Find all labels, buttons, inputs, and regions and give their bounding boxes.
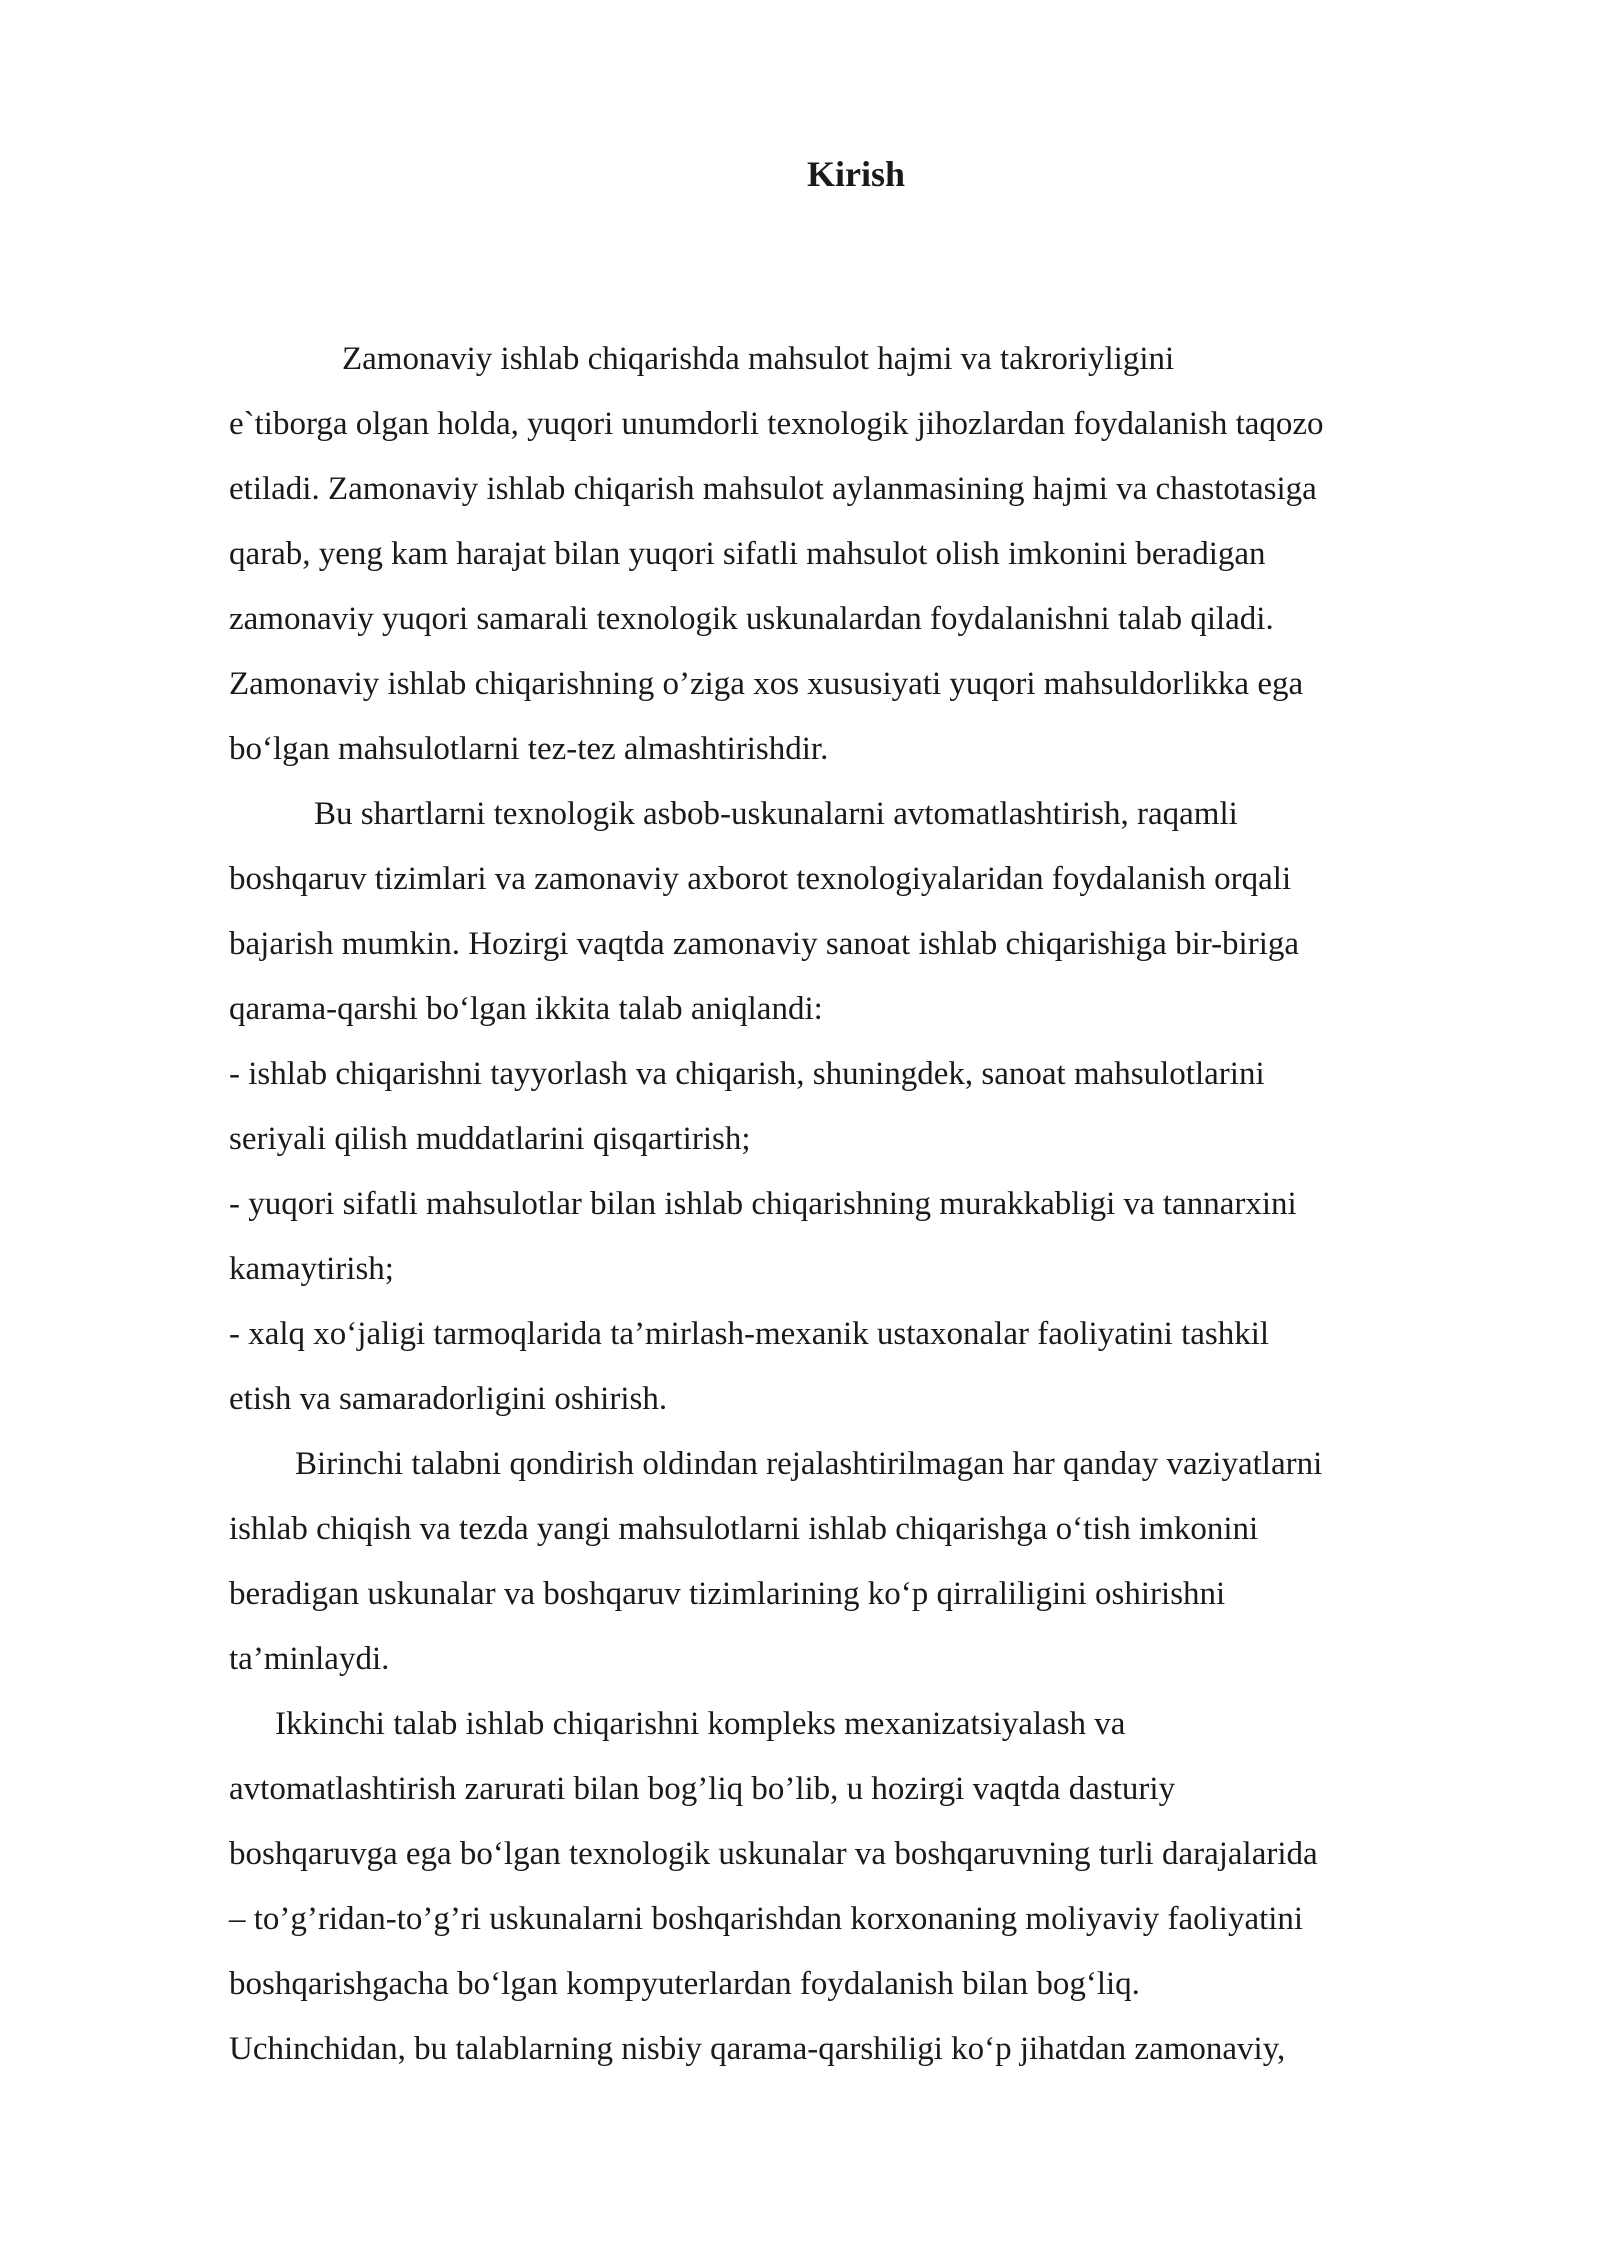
- list-item-line: - xalq xo‘jaligi tarmoqlarida ta’mirlash-mexanik ustaxonalar faoliyatini tashkil: [229, 1316, 1270, 1352]
- list-item-line: - ishlab chiqarishni tayyorlash va chiqarish, shuningdek, sanoat mahsulotlarini: [229, 1056, 1265, 1092]
- paragraph-line: Zamonaviy ishlab chiqarishda mahsulot hajmi va takroriyligini: [342, 341, 1175, 377]
- page-title: Kirish: [806, 154, 905, 194]
- paragraph-line: Ikkinchi talab ishlab chiqarishni kompleks mexanizatsiyalash va: [275, 1706, 1126, 1742]
- list-item-line: kamaytirish;: [229, 1251, 394, 1287]
- paragraph-line: beradigan uskunalar va boshqaruv tizimlarining ko‘p qirraliligini oshirishni: [229, 1576, 1226, 1612]
- list-item-line: etish va samaradorligini oshirish.: [229, 1381, 668, 1417]
- paragraph-line: zamonaviy yuqori samarali texnologik uskunalardan foydalanishni talab qiladi.: [229, 601, 1274, 637]
- paragraph-line: qarama-qarshi bo‘lgan ikkita talab aniqlandi:: [229, 991, 823, 1027]
- list-item-line: seriyali qilish muddatlarini qisqartirish;: [229, 1121, 751, 1157]
- paragraph-line: boshqarishgacha bo‘lgan kompyuterlardan foydalanish bilan bog‘liq.: [229, 1966, 1140, 2002]
- paragraph-line: ta’minlaydi.: [229, 1641, 390, 1677]
- body-text: [229, 327, 1489, 2082]
- paragraph-line: etiladi. Zamonaviy ishlab chiqarish mahsulot aylanmasining hajmi va chastotasiga: [229, 471, 1317, 507]
- paragraph-line: – to’g’ridan-to’g’ri uskunalarni boshqarishdan korxonaning moliyaviy faoliyatini: [229, 1901, 1304, 1937]
- paragraph-line: Uchinchidan, bu talablarning nisbiy qarama-qarshiligi ko‘p jihatdan zamonaviy,: [229, 2031, 1286, 2067]
- paragraph-line: Bu shartlarni texnologik asbob-uskunalarni avtomatlashtirish, raqamli: [314, 796, 1238, 832]
- paragraph-line: bo‘lgan mahsulotlarni tez-tez almashtirishdir.: [229, 731, 829, 767]
- paragraph-line: qarab, yeng kam harajat bilan yuqori sifatli mahsulot olish imkonini beradigan: [229, 536, 1266, 572]
- paragraph-line: e`tiborga olgan holda, yuqori unumdorli texnologik jihozlardan foydalanish taqozo: [229, 406, 1324, 442]
- paragraph-line: Birinchi talabni qondirish oldindan rejalashtirilmagan har qanday vaziyatlarni: [295, 1446, 1323, 1482]
- list-item-line: - yuqori sifatli mahsulotlar bilan ishlab chiqarishning murakkabligi va tannarxini: [229, 1186, 1297, 1222]
- paragraph-line: ishlab chiqish va tezda yangi mahsulotlarni ishlab chiqarishga o‘tish imkonini: [229, 1511, 1259, 1547]
- paragraph-line: avtomatlashtirish zarurati bilan bog’liq bo’lib, u hozirgi vaqtda dasturiy: [229, 1771, 1176, 1807]
- paragraph-line: bajarish mumkin. Hozirgi vaqtda zamonaviy sanoat ishlab chiqarishiga bir-biriga: [229, 926, 1300, 962]
- paragraph-line: boshqaruvga ega bo‘lgan texnologik uskunalar va boshqaruvning turli darajalarida: [229, 1836, 1318, 1872]
- paragraph-line: boshqaruv tizimlari va zamonaviy axborot texnologiyalaridan foydalanish orqali: [229, 861, 1292, 897]
- paragraph-line: Zamonaviy ishlab chiqarishning o’ziga xos xususiyati yuqori mahsuldorlikka ega: [229, 666, 1304, 702]
